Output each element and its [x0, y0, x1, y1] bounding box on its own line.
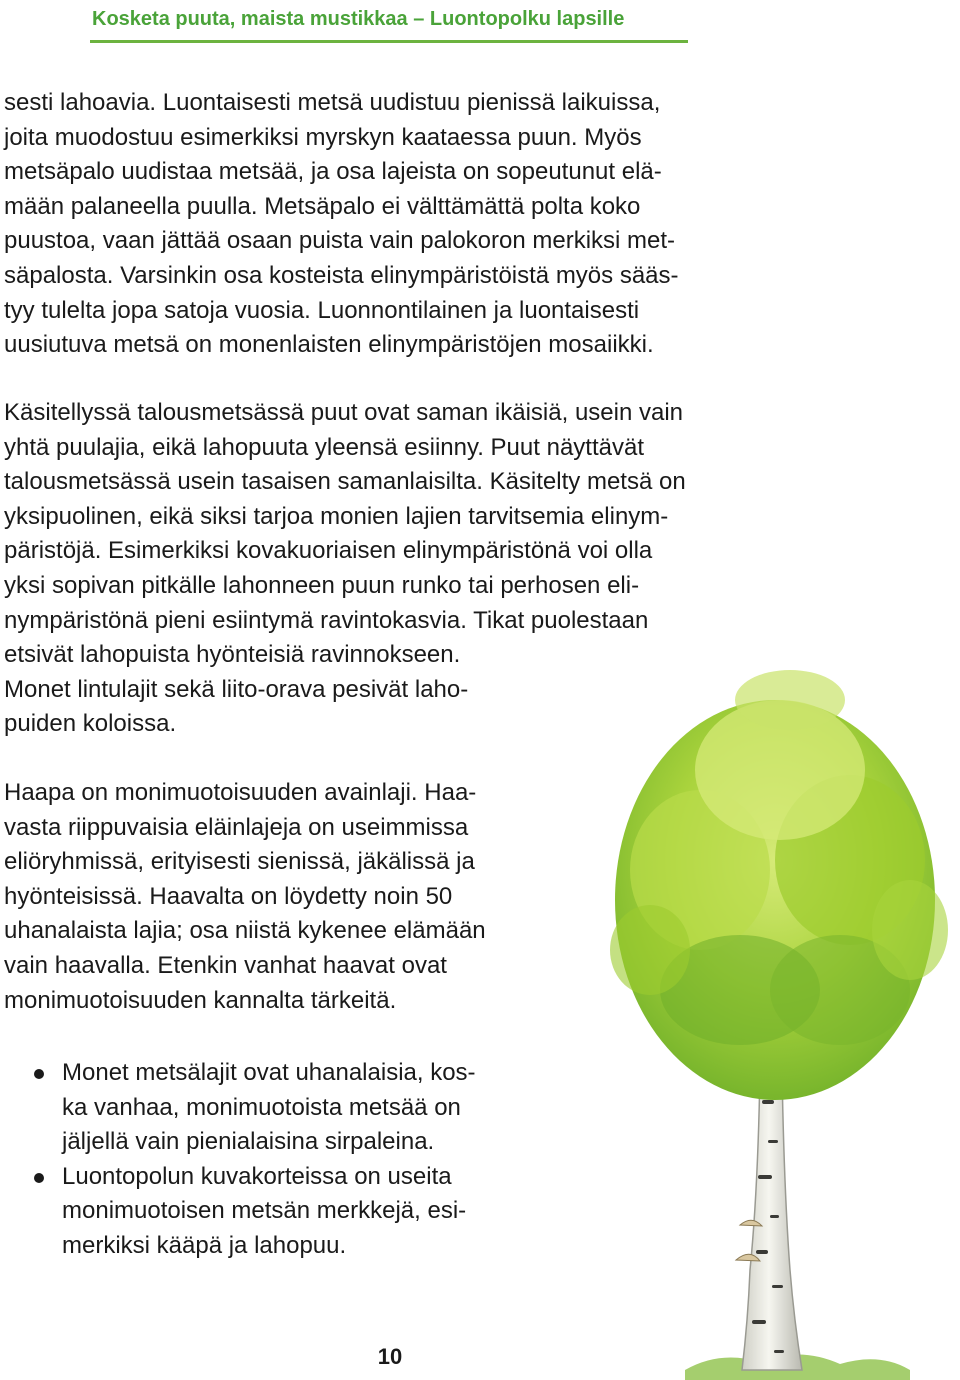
text-line: Luontopolun kuvakorteissa on useita [62, 1162, 452, 1190]
text-line: Käsitellyssä talousmetsässä puut ovat saman ikäisiä, usein vain [4, 399, 684, 426]
text-line: Monet lintulajit sekä liito-orava pesivät laho- [4, 675, 469, 703]
text-line: päristöjä. Esimerkiksi kovakuoriaisen elinympäristönä voi olla [4, 537, 653, 565]
text-line: vasta riippuvaisia eläinlajeja on useimmissa [4, 813, 469, 841]
text-line: yksipuolinen, eikä siksi tarjoa monien lajien tarvitsemia elinym- [4, 502, 669, 530]
aspen-tree-icon [590, 670, 960, 1380]
text-line: mään palaneella puulla. Metsäpalo ei välttämättä polta koko [4, 192, 641, 220]
bullet-item [4, 1056, 549, 1160]
header-title: Kosketa puuta, maista mustikkaa – Luontopolku lapsille [92, 8, 625, 30]
text-line: tyy tulelta jopa satoja vuosia. Luonnontilainen ja luontaisesti [4, 296, 640, 324]
text-line: Haapa on monimuotoisuuden avainlaji. Haa- [4, 779, 477, 806]
foliage-shape [610, 670, 948, 1100]
text-line: monimuotoisuuden kannalta tärkeitä. [4, 986, 397, 1014]
text-line: Monet metsälajit ovat uhanalaisia, kos- [62, 1059, 476, 1086]
text-line: monimuotoisen metsän merkkejä, esi- [62, 1197, 467, 1225]
text-line: joita muodostuu esimerkiksi myrskyn kaataessa puun. Myös [4, 123, 642, 151]
running-header [90, 6, 688, 43]
text-line: yksi sopivan pitkälle lahonneen puun runko tai perhosen eli- [4, 571, 640, 599]
bullet-item [4, 1160, 549, 1264]
text-line: sesti lahoavia. Luontaisesti metsä uudistuu pienissä laikuissa, [4, 89, 661, 116]
text-line: vain haavalla. Etenkin vanhat haavat ovat [4, 951, 447, 979]
bullet-dot-icon [34, 1069, 44, 1079]
paragraph-forest-renewal [4, 86, 774, 363]
text-line: uhanalaista lajia; osa niistä kykenee elämään [4, 917, 486, 945]
text-line: yhtä puulajia, eikä lahopuuta yleensä esiinny. Puut näyttävät [4, 433, 644, 461]
paragraph-aspen [4, 776, 549, 1018]
text-line: metsäpalo uudistaa metsää, ja osa lajeista on sopeutunut elä- [4, 158, 662, 186]
text-line: uusiutuva metsä on monenlaisten elinympäristöjen mosaiikki. [4, 331, 654, 359]
text-line: hyönteisissä. Haavalta on löydetty noin 50 [4, 882, 453, 910]
text-line: ka vanhaa, monimuotoista metsää on [62, 1093, 461, 1121]
text-line: säpalosta. Varsinkin osa kosteista elinympäristöistä myös sääs- [4, 261, 679, 289]
page-number: 10 [377, 1344, 403, 1369]
text-line: puustoa, vaan jättää osaan puista vain palokoron merkiksi met- [4, 227, 676, 255]
bullet-list [4, 1056, 549, 1264]
text-line: nympäristönä pieni esiintymä ravintokasvia. Tikat puolestaan [4, 606, 649, 634]
text-line: puiden koloissa. [4, 710, 177, 738]
bullet-dot-icon [34, 1173, 44, 1183]
text-line: eliöryhmissä, erityisesti sienissä, jäkälissä ja [4, 848, 475, 876]
text-line: talousmetsässä usein tasaisen samanlaisilta. Käsitelty metsä on [4, 468, 686, 496]
text-line: merkiksi kääpä ja lahopuu. [62, 1231, 347, 1259]
text-line: jäljellä vain pienialaisina sirpaleina. [62, 1128, 435, 1156]
text-line: etsivät lahopuista hyönteisiä ravinnokseen. [4, 641, 461, 669]
